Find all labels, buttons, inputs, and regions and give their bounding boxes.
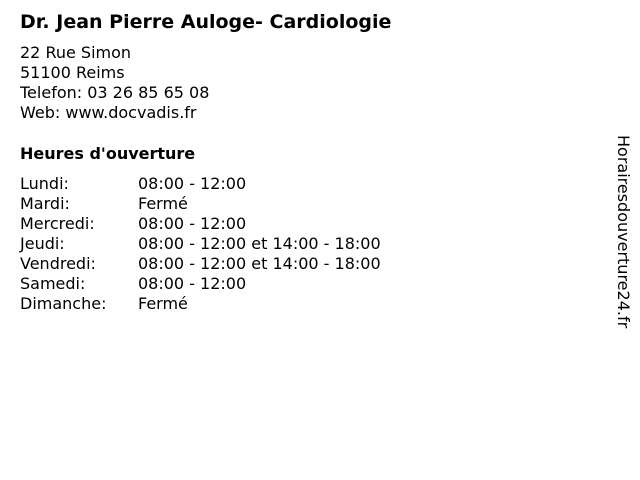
hours-time: 08:00 - 12:00 (138, 174, 247, 193)
site-watermark (613, 135, 633, 345)
hours-day: Jeudi: (20, 234, 65, 253)
hours-day: Vendredi: (20, 254, 96, 273)
hours-time: 08:00 - 12:00 et 14:00 - 18:00 (138, 234, 381, 253)
hours-day: Dimanche: (20, 294, 107, 313)
address-city: 51100 Reims (20, 63, 125, 82)
address-block (20, 43, 209, 123)
address-street: 22 Rue Simon (20, 43, 132, 62)
hours-time: 08:00 - 12:00 et 14:00 - 18:00 (138, 254, 381, 273)
hours-day: Lundi: (20, 174, 69, 193)
hours-day: Samedi: (20, 274, 86, 293)
address-web: Web: www.docvadis.fr (20, 103, 197, 122)
hours-time: 08:00 - 12:00 (138, 274, 247, 293)
hours-time: Fermé (138, 194, 188, 213)
address-phone: Telefon: 03 26 85 65 08 (20, 83, 210, 102)
hours-heading: Heures d'ouverture (20, 144, 196, 163)
site-watermark-text: Horairesdouverture24.fr (614, 135, 633, 329)
hours-day: Mardi: (20, 194, 70, 213)
hours-day: Mercredi: (20, 214, 95, 233)
hours-time: Fermé (138, 294, 188, 313)
hours-time: 08:00 - 12:00 (138, 214, 247, 233)
page-title: Dr. Jean Pierre Auloge- Cardiologie (20, 11, 392, 33)
